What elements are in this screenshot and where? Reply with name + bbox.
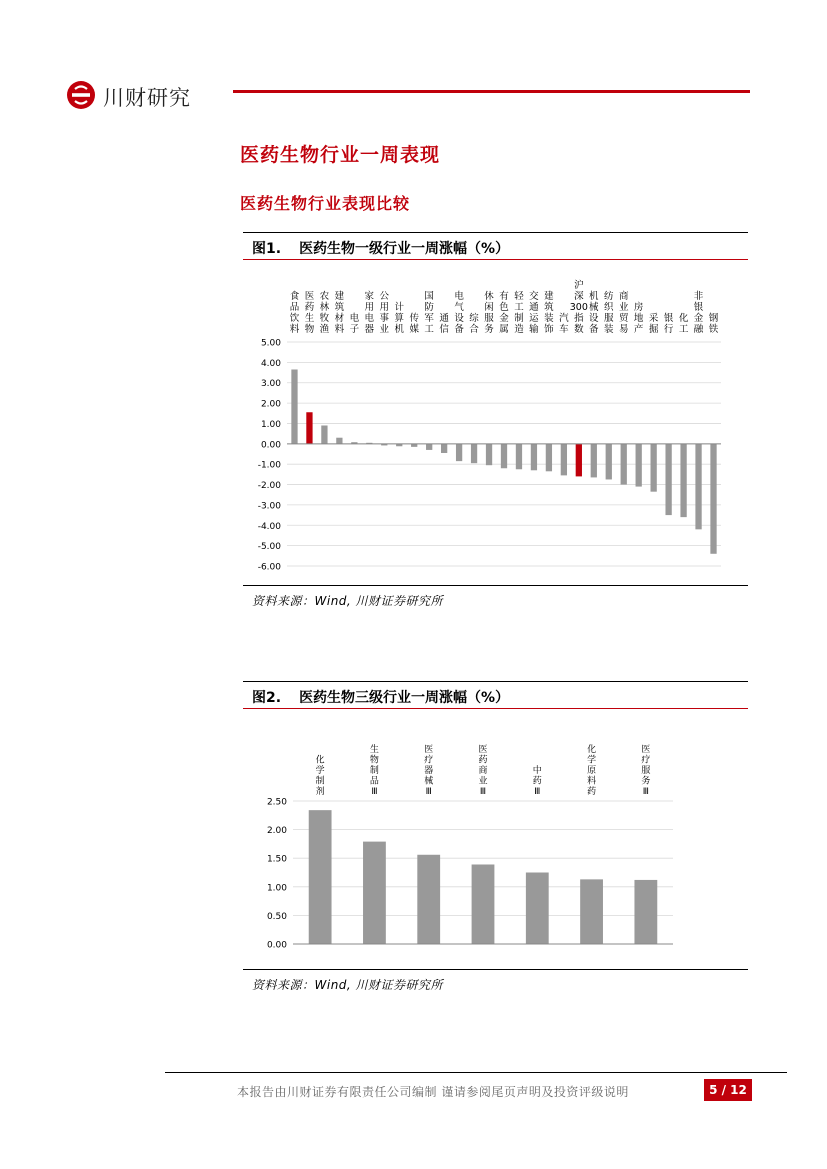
chart1-bar [516,444,522,469]
chart1-category-label: 电子 [349,313,360,335]
chart1-bar [576,444,582,477]
chart1-bar [621,444,627,485]
figure2-top-rule [243,681,748,682]
chart1-category-label: 通信 [439,313,449,335]
chart1-category-label: 家用电器 [364,291,375,335]
chart1-bar [561,444,567,476]
figure2-title-text: 医药生物三级行业一周涨幅（%） [299,690,510,706]
chart1-ytick-label: 3.00 [260,379,281,390]
chart1-ytick-label: 2.00 [260,399,281,410]
chart1-bar [321,425,327,443]
section-title: 医药生物行业一周表现 [240,144,441,166]
chart1-bar [486,444,492,465]
chart2-ytick-label: 2.50 [266,797,287,808]
chart1-ytick-label: -6.00 [257,562,281,573]
figure1-label: 图1. [252,241,282,257]
figure2-source-rule [243,969,748,970]
chart1-bar [471,444,477,463]
chart1-ytick-label: -4.00 [257,521,281,532]
chart1-ytick-label: 0.00 [260,440,281,451]
chart1-bar [680,444,686,517]
figure2-source: 资料来源：Wind, 川财证券研究所 [252,978,444,992]
logo-icon [66,80,96,110]
chart1-category-label: 纺织服装 [604,291,614,335]
chart1-bar [651,444,657,492]
chart2-bar [417,855,440,944]
chart1-category-label: 交通运输 [529,291,539,335]
figure1-title [252,238,509,258]
chart1-bar [591,444,597,478]
figure1-source-rule [243,585,748,586]
chart1-category-label: 汽车 [559,313,569,335]
chart2-ytick-label: 0.00 [266,940,287,951]
chart1-bar [291,369,297,443]
chart1-category-label: 化工 [678,313,689,335]
chart1-bar [546,444,552,471]
chart1-bar [636,444,642,487]
chart2-bar [634,880,657,944]
chart2-category-label: 生物制品 Ⅲ [369,745,379,797]
chart1-category-label: 综合 [469,313,479,335]
chart1-category-label: 计算机 [394,302,404,335]
chart1-bar [336,438,342,444]
chart2-ytick-label: 1.50 [266,854,287,865]
subsection-title: 医药生物行业表现比较 [240,194,411,213]
chart1-category-label: 非银金融 [693,291,704,335]
chart2-bar [472,864,495,944]
logo-text: 川财研究 [103,86,191,110]
footer-disclaimer: 本报告由川财证券有限责任公司编制 谨请参阅尾页声明及投资评级说明 [237,1085,629,1099]
chart1-bar [695,444,701,530]
chart1-category-label: 建筑装饰 [544,291,554,335]
chart1-ytick-label: -1.00 [257,460,281,471]
chart1-category-label: 采掘 [648,313,659,335]
chart1-bar [426,444,432,450]
chart1-bar [306,412,312,444]
chart2-bar [363,842,386,944]
header-rule [233,90,750,93]
chart2-category-label: 化学制剂 [315,755,325,797]
chart1-bar [710,444,716,554]
chart2-ytick-label: 1.00 [266,883,287,894]
figure2-chart [243,712,748,968]
chart1-category-label: 食品饮料 [289,291,300,335]
chart2-ytick-label: 0.50 [266,911,287,922]
chart2-bar [526,873,549,945]
chart1-category-label: 房地产 [633,302,644,335]
chart1-category-label: 钢铁 [708,313,719,335]
figure1-title-text: 医药生物一级行业一周涨幅（%） [299,241,510,257]
figure1-top-rule [243,232,748,233]
chart2-category-label: 中药 Ⅲ [532,766,542,797]
chart1-bar [501,444,507,468]
figure1-title-rule [243,259,748,260]
chart2-category-label: 医药商业 Ⅲ [478,745,488,797]
chart1-category-label: 银行 [663,313,674,335]
chart2-ytick-label: 2.00 [266,826,287,837]
figure1-chart [243,262,748,584]
chart1-category-label: 国防军工 [424,291,434,335]
chart1-category-label: 休闲服务 [484,291,494,335]
chart2-bar [580,879,603,944]
chart2-category-label: 医疗服务 Ⅲ [641,745,651,797]
chart1-category-label: 轻工制造 [514,291,524,335]
chart1-bar [456,444,462,461]
chart1-category-label: 传媒 [409,313,419,335]
chart1-bar [665,444,671,515]
chart2-bar [309,810,332,944]
page-number-badge: 5 / 12 [704,1079,752,1101]
chart1-category-label: 沪深 300 指数 [569,280,588,335]
chart1-bar [606,444,612,480]
chart1-ytick-label: -5.00 [257,542,281,553]
chart1-bar [531,444,537,470]
footer-rule [165,1072,787,1073]
chart1-ytick-label: -3.00 [257,501,281,512]
chart2-category-label: 医疗器械 Ⅲ [424,745,434,797]
chart1-category-label: 建筑材料 [334,291,345,335]
chart1-category-label: 医药生物 [304,291,315,335]
chart2-category-label: 化学原料药 [587,745,597,797]
figure2-title [252,687,509,707]
chart1-category-label: 农林牧渔 [319,291,330,335]
chart1-category-label: 商业贸易 [618,291,629,335]
chart1-category-label: 公用事业 [379,291,390,335]
chart1-category-label: 机械设备 [589,291,599,335]
chart1-bar [441,444,447,453]
chart1-ytick-label: 4.00 [260,358,281,369]
chart1-category-label: 有色金属 [499,291,509,335]
chart1-ytick-label: 5.00 [260,338,281,349]
chart1-ytick-label: -2.00 [257,481,281,492]
figure2-label: 图2. [252,690,282,706]
chart1-category-label: 电气设备 [454,291,464,335]
figure2-title-rule [243,708,748,709]
figure1-source: 资料来源：Wind, 川财证券研究所 [252,594,444,608]
chart1-ytick-label: 1.00 [260,419,281,430]
